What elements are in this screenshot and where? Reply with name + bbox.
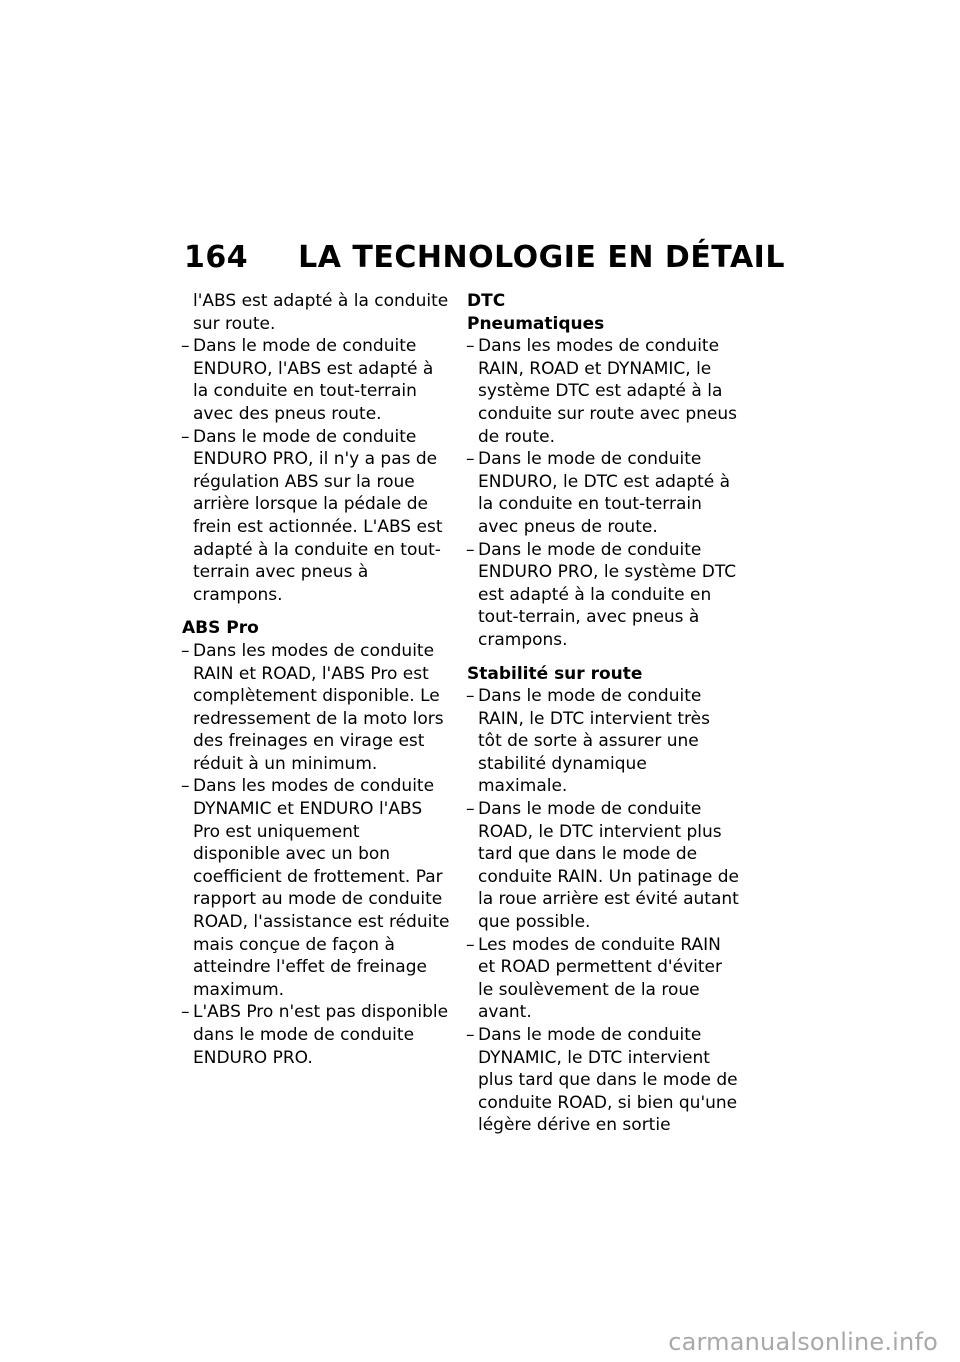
page-number: 164 (184, 240, 249, 275)
left-column (182, 290, 450, 1069)
stabilite-section (467, 663, 739, 1137)
list-item: – Dans les modes de conduite RAIN, ROAD et DYNAMIC, le système DTC est adapté à la conduite sur route avec pneus de route. (467, 335, 739, 448)
list-item: – Dans le mode de conduite ENDURO, l'ABS est adapté à la conduite en tout-terrain avec des pneus route. (182, 335, 450, 425)
right-column (467, 290, 739, 1137)
list-item: – Dans le mode de conduite ENDURO PRO, il n'y a pas de régulation ABS sur la roue arrière lorsque la pédale de frein est actionnée. L'ABS est adapté à la conduite en tout-terrain avec pneus à crampons. (182, 426, 450, 607)
list-item: – Dans le mode de conduite DYNAMIC, le DTC intervient plus tard que dans le mode de conduite ROAD, si bien qu'une légère dérive en sortie (467, 1024, 739, 1137)
list-item: – L'ABS Pro n'est pas disponible dans le mode de conduite ENDURO PRO. (182, 1001, 450, 1069)
list-item: – Dans le mode de conduite ENDURO PRO, le système DTC est adapté à la conduite en tout-terrain, avec pneus à crampons. (467, 539, 739, 652)
list-item: – Dans les modes de conduite DYNAMIC et ENDURO l'ABS Pro est uniquement disponible avec un bon coefficient de frottement. Par rapport au mode de conduite ROAD, l'assistance est réduite mais conçue de façon à atteindre l'effet de freinage maximum. (182, 775, 450, 1001)
section-title-dtc: DTC (467, 291, 506, 311)
watermark: carmanualsonline.info (668, 1328, 938, 1356)
section-title: ABS Pro (182, 618, 259, 639)
list-item: – Dans le mode de conduite RAIN, le DTC intervient très tôt de sorte à assurer une stabilité dynamique maximale. (467, 685, 739, 798)
list-item: – Dans le mode de conduite ENDURO, le DTC est adapté à la conduite en tout-terrain avec pneus de route. (467, 448, 739, 538)
subsection-title: Stabilité sur route (467, 663, 643, 684)
page-header (184, 240, 785, 275)
list-item: – Dans le mode de conduite ROAD, le DTC intervient plus tard que dans le mode de conduite RAIN. Un patinage de la roue arrière est évité autant que possible. (467, 798, 739, 934)
pneumatiques-section (467, 313, 739, 652)
page-title: LA TECHNOLOGIE EN DÉTAIL (298, 240, 785, 275)
abs-pro-section (182, 617, 450, 1069)
subsection-title: Pneumatiques (467, 313, 605, 334)
list-item: – Dans les modes de conduite RAIN et ROAD, l'ABS Pro est complètement disponible. Le redressement de la moto lors des freinages en virage est réduit à un minimum. (182, 640, 450, 776)
continued-text: l'ABS est adapté à la conduite sur route. (193, 291, 449, 334)
list-item: – Les modes de conduite RAIN et ROAD permettent d'éviter le soulèvement de la roue avant. (467, 934, 739, 1024)
